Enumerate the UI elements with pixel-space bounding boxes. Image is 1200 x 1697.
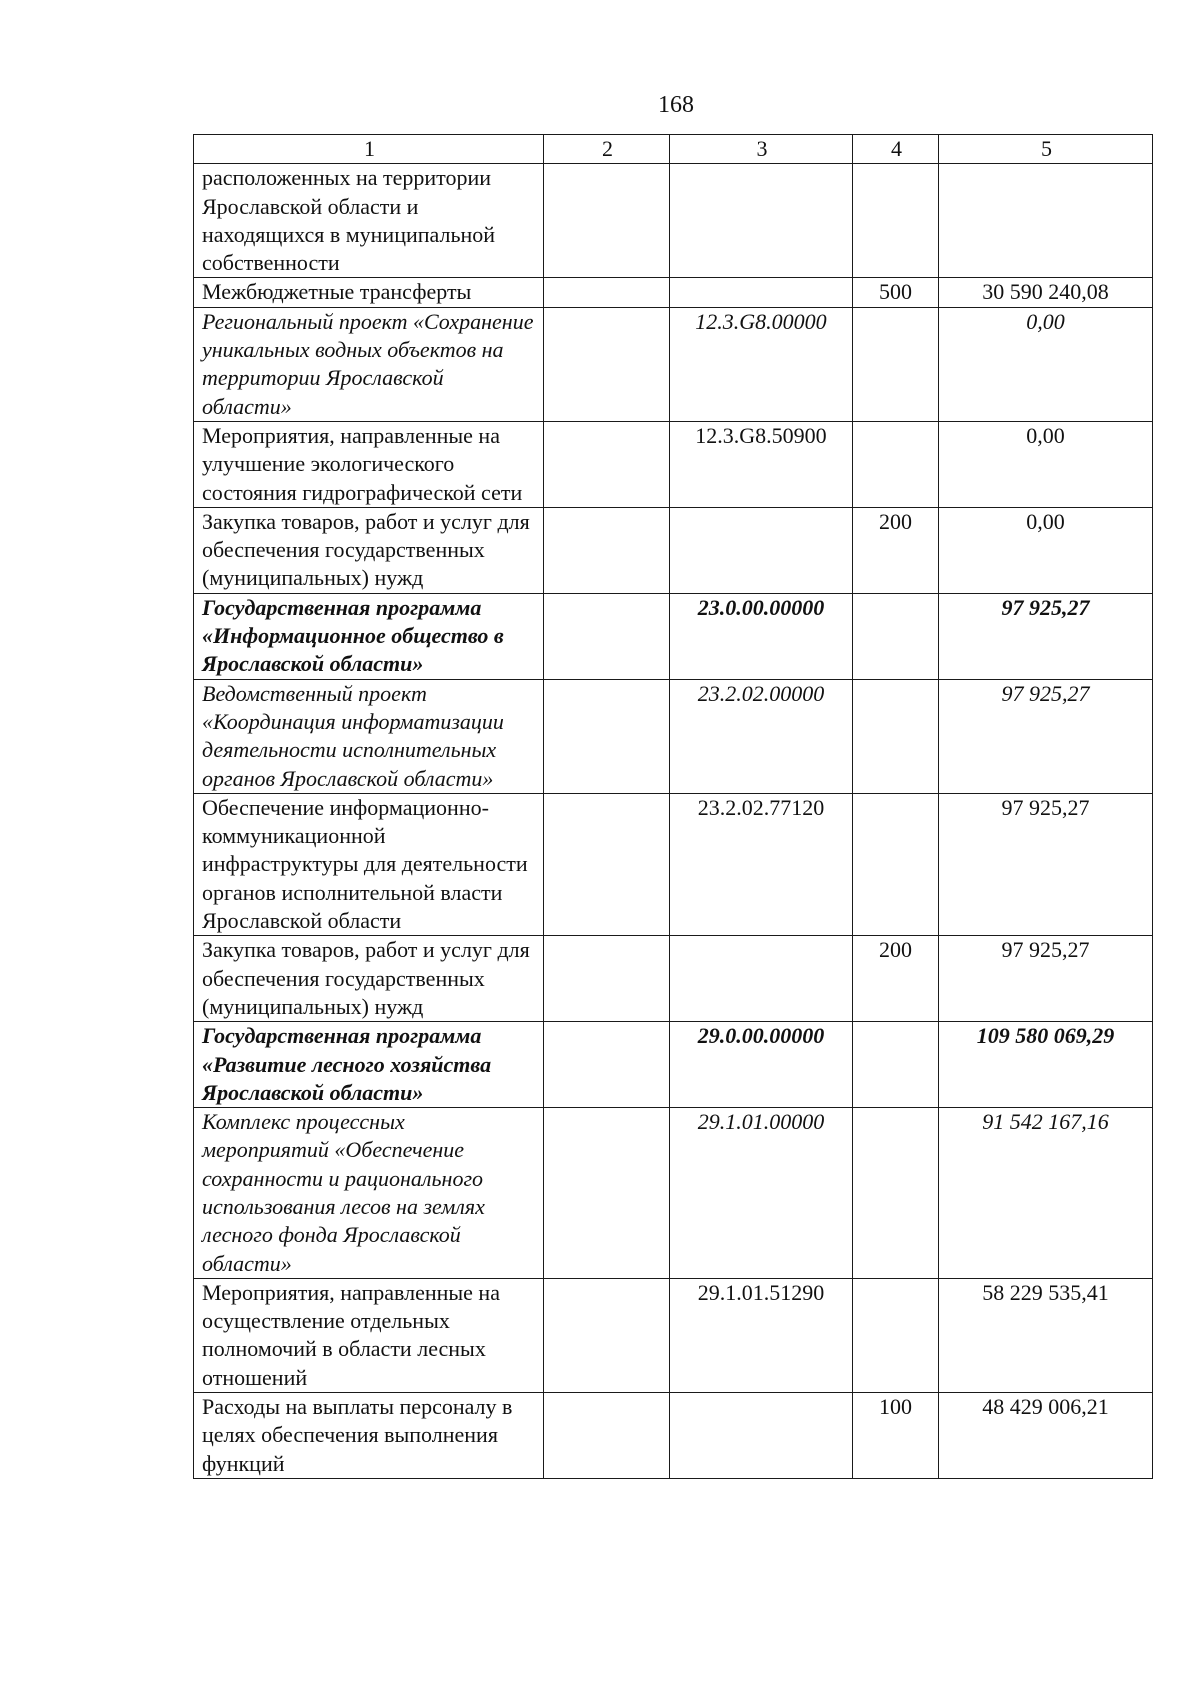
row-name-cell: Мероприятия, направленные на осуществление отдельных полномочий в области лесных отношений [194, 1278, 544, 1392]
table-row [194, 679, 1153, 793]
header-cell: 3 [670, 135, 853, 164]
row-column2-cell [544, 307, 670, 421]
row-code-cell: 29.0.00.00000 [670, 1022, 853, 1108]
table-row [194, 1108, 1153, 1279]
row-name-cell: Закупка товаров, работ и услуг для обеспечения государственных (муниципальных) нужд [194, 507, 544, 593]
row-expense-type-cell: 200 [853, 507, 939, 593]
row-expense-type-cell [853, 1278, 939, 1392]
row-code-cell [670, 278, 853, 307]
row-name-cell: расположенных на территории Ярославской области и находящихся в муниципальной собственности [194, 164, 544, 278]
row-name-cell: Ведомственный проект «Координация информатизации деятельности исполнительных органов Ярославской области» [194, 679, 544, 793]
budget-table [193, 134, 1153, 1479]
row-code-cell: 23.2.02.00000 [670, 679, 853, 793]
table-row [194, 1022, 1153, 1108]
table-header-row [194, 135, 1153, 164]
table-row [194, 593, 1153, 679]
row-amount-cell: 97 925,27 [939, 593, 1153, 679]
row-amount-cell: 97 925,27 [939, 679, 1153, 793]
row-expense-type-cell: 200 [853, 936, 939, 1022]
row-name-cell: Расходы на выплаты персоналу в целях обеспечения выполнения функций [194, 1393, 544, 1479]
header-cell: 1 [194, 135, 544, 164]
table-row [194, 164, 1153, 278]
table-row [194, 278, 1153, 307]
row-expense-type-cell [853, 593, 939, 679]
page-number: 168 [658, 92, 694, 118]
row-amount-cell: 91 542 167,16 [939, 1108, 1153, 1279]
table-row [194, 307, 1153, 421]
row-expense-type-cell [853, 307, 939, 421]
row-amount-cell: 0,00 [939, 507, 1153, 593]
row-amount-cell: 97 925,27 [939, 793, 1153, 935]
row-amount-cell: 109 580 069,29 [939, 1022, 1153, 1108]
row-amount-cell: 58 229 535,41 [939, 1278, 1153, 1392]
row-column2-cell [544, 507, 670, 593]
row-name-cell: Комплекс процессных мероприятий «Обеспечение сохранности и рационального использования лесов на землях лесного фонда Ярославской области» [194, 1108, 544, 1279]
table-row [194, 1278, 1153, 1392]
row-code-cell [670, 936, 853, 1022]
row-expense-type-cell: 500 [853, 278, 939, 307]
row-column2-cell [544, 1022, 670, 1108]
row-name-cell: Обеспечение информационно-коммуникационной инфраструктуры для деятельности органов исполнительной власти Ярославской области [194, 793, 544, 935]
row-name-cell: Закупка товаров, работ и услуг для обеспечения государственных (муниципальных) нужд [194, 936, 544, 1022]
row-column2-cell [544, 164, 670, 278]
row-name-cell: Государственная программа «Развитие лесного хозяйства Ярославской области» [194, 1022, 544, 1108]
row-name-cell: Региональный проект «Сохранение уникальных водных объектов на территории Ярославской области» [194, 307, 544, 421]
row-name-cell: Государственная программа «Информационное общество в Ярославской области» [194, 593, 544, 679]
row-amount-cell: 97 925,27 [939, 936, 1153, 1022]
table-row [194, 421, 1153, 507]
row-amount-cell: 48 429 006,21 [939, 1393, 1153, 1479]
row-column2-cell [544, 421, 670, 507]
header-cell: 5 [939, 135, 1153, 164]
row-code-cell: 29.1.01.00000 [670, 1108, 853, 1279]
row-expense-type-cell: 100 [853, 1393, 939, 1479]
row-code-cell: 12.3.G8.50900 [670, 421, 853, 507]
row-expense-type-cell [853, 1108, 939, 1279]
row-column2-cell [544, 1278, 670, 1392]
row-amount-cell: 0,00 [939, 307, 1153, 421]
row-code-cell: 23.2.02.77120 [670, 793, 853, 935]
row-code-cell [670, 1393, 853, 1479]
row-name-cell: Мероприятия, направленные на улучшение экологического состояния гидрографической сети [194, 421, 544, 507]
row-expense-type-cell [853, 1022, 939, 1108]
row-code-cell [670, 507, 853, 593]
row-name-cell: Межбюджетные трансферты [194, 278, 544, 307]
row-column2-cell [544, 278, 670, 307]
row-code-cell [670, 164, 853, 278]
row-code-cell: 12.3.G8.00000 [670, 307, 853, 421]
table-row [194, 507, 1153, 593]
row-amount-cell: 30 590 240,08 [939, 278, 1153, 307]
row-column2-cell [544, 1393, 670, 1479]
row-column2-cell [544, 679, 670, 793]
row-expense-type-cell [853, 679, 939, 793]
row-column2-cell [544, 1108, 670, 1279]
row-amount-cell [939, 164, 1153, 278]
table-row [194, 1393, 1153, 1479]
row-amount-cell: 0,00 [939, 421, 1153, 507]
table-row [194, 936, 1153, 1022]
header-cell: 4 [853, 135, 939, 164]
row-expense-type-cell [853, 164, 939, 278]
row-expense-type-cell [853, 421, 939, 507]
row-expense-type-cell [853, 793, 939, 935]
row-column2-cell [544, 936, 670, 1022]
row-column2-cell [544, 793, 670, 935]
table-row [194, 793, 1153, 935]
row-code-cell: 29.1.01.51290 [670, 1278, 853, 1392]
header-cell: 2 [544, 135, 670, 164]
row-code-cell: 23.0.00.00000 [670, 593, 853, 679]
row-column2-cell [544, 593, 670, 679]
